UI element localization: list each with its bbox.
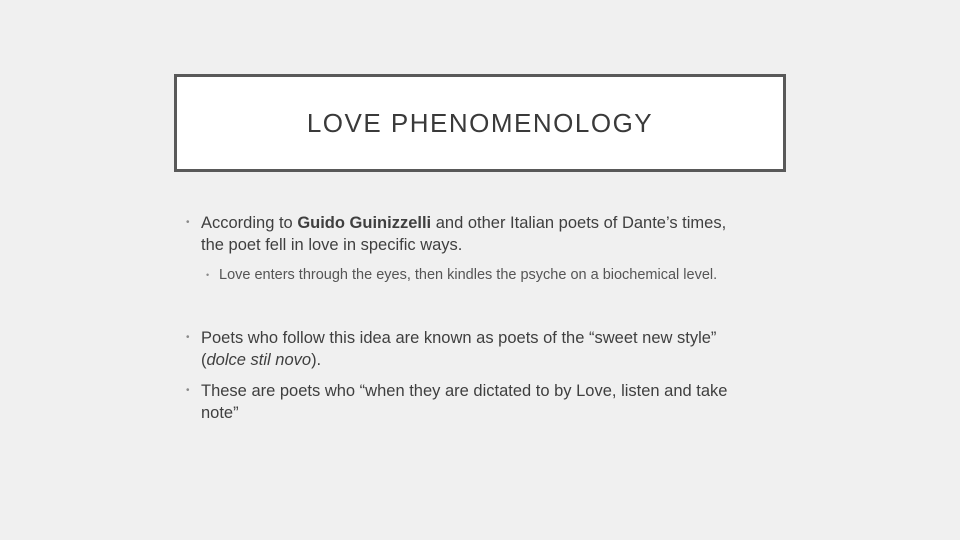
bullet-dot-icon: • [186, 332, 190, 343]
bullet-1-line1-rest: and other Italian poets of Dante’s times, [431, 214, 727, 232]
bullet-1 [186, 212, 801, 256]
bullet-2-italic: dolce stil novo [206, 351, 312, 369]
bullet-3 [186, 380, 801, 424]
bullet-3-line1: These are poets who “when they are dictated to by Love, listen and take [201, 382, 728, 400]
bullet-1-pre: According to [201, 214, 298, 232]
bullet-1-sub [206, 264, 819, 286]
bullet-2-line1: Poets who follow this idea are known as poets of the “sweet new style” [201, 329, 717, 347]
bullet-3-line2: note” [201, 404, 239, 422]
bullet-1-bold-name: Guido Guinizzelli [297, 214, 432, 232]
slide-title: LOVE PHENOMENOLOGY [306, 107, 654, 138]
bullet-1-line2: the poet fell in love in specific ways. [201, 236, 463, 254]
bullet-2-open: ( [201, 351, 207, 369]
bullet-dot-icon: • [186, 385, 190, 396]
bullet-1-sub-text: Love enters through the eyes, then kindles the psyche on a biochemical level. [219, 267, 718, 283]
sub-bullet-dot-icon: • [206, 270, 210, 280]
bullet-2 [186, 327, 801, 371]
bullet-2-close: ). [311, 351, 322, 369]
title-box [174, 74, 786, 172]
bullet-dot-icon: • [186, 217, 190, 228]
